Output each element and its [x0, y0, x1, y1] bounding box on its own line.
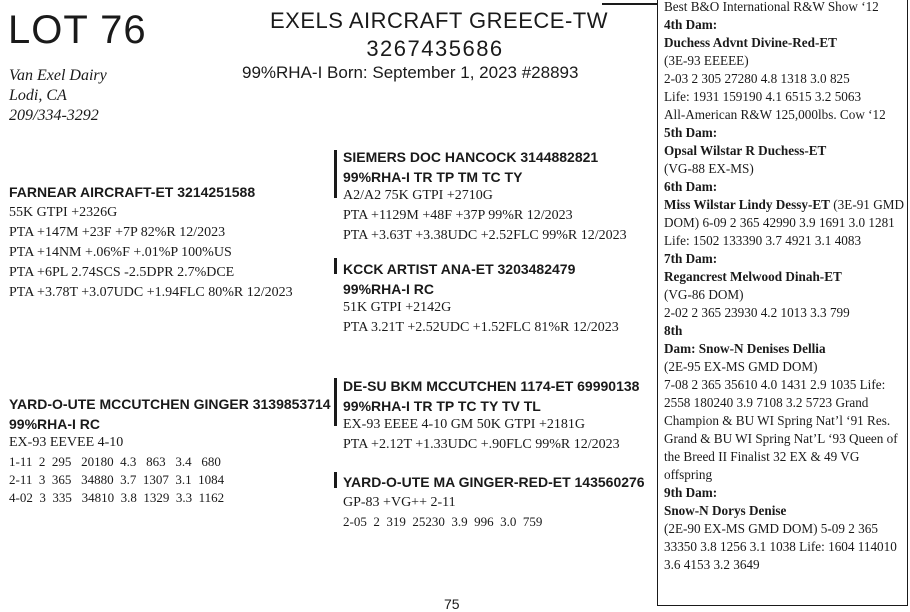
pedigree-text: Duchess Advnt Divine-Red-ET [664, 35, 837, 50]
pedigree-line [664, 286, 907, 304]
pedigree-text: Dam: Snow-N Denises Dellia [664, 341, 826, 356]
sire-line: 55K GTPI +2326G [9, 205, 118, 220]
sire-sire-tag: 99%RHA-I TR TP TM TC TY [343, 169, 523, 185]
pedigree-text: Snow-N Dorys Denise [664, 503, 787, 518]
pedigree-line [664, 52, 907, 70]
sire-dam-name: KCCK ARTIST ANA-ET 3203482479 [343, 261, 576, 277]
sire-dam-tag: 99%RHA-I RC [343, 281, 435, 297]
pedigree-line [664, 124, 907, 142]
pedigree-text: 9th Dam: [664, 485, 718, 500]
pedigree-text: All-American R&W 125,000lbs. Cow ‘12 [664, 107, 886, 122]
pedigree-text: 7-08 2 365 35610 4.0 1431 2.9 1035 Life: 2558 180240 3.9 7108 3.2 5723 Grand Champion & BU WI Spring Nat’l ‘91 Res. Grand & BU WI Spring Nat’L ‘93 Queen of the Breed II Finalist 32 EX & 49 VG offspring [664, 377, 898, 482]
pedigree-line [664, 106, 907, 124]
sire-sire-line: A2/A2 75K GTPI +2710G [343, 188, 493, 203]
dam-sire-name: DE-SU BKM MCCUTCHEN 1174-ET 69990138 [343, 378, 640, 394]
dam-block [9, 395, 331, 507]
sire-line: PTA +147M +23F +7P 82%R 12/2023 [9, 225, 226, 240]
sire-dam-line: 51K GTPI +2142G [343, 300, 452, 315]
bracket-bar [334, 378, 337, 426]
dam-sire-tag: 99%RHA-I TR TP TC TY TV TL [343, 398, 541, 414]
header-rule [602, 3, 658, 5]
animal-subline: 99%RHA-I Born: September 1, 2023 #28893 [242, 63, 579, 82]
bracket-bar [334, 472, 337, 488]
dam-dam-line: GP-83 +VG++ 2-11 [343, 495, 456, 510]
pedigree-text: Best B&O International R&W Show ‘12 [664, 0, 879, 14]
dam-record: 4-02 3 335 34810 3.8 1329 3.3 1162 [9, 490, 225, 505]
pedigree-text: (VG-86 DOM) [664, 287, 744, 302]
pedigree-line [664, 142, 907, 160]
pedigree-line [664, 160, 907, 178]
sire-line: PTA +3.78T +3.07UDC +1.94FLC 80%R 12/2023 [9, 285, 293, 300]
sire-sire-line: PTA +1129M +48F +37P 99%R 12/2023 [343, 208, 573, 223]
dam-record: 2-11 3 365 34880 3.7 1307 3.1 1084 [9, 472, 225, 487]
dam-sire-line: EX-93 EEEE 4-10 GM 50K GTPI +2181G [343, 417, 585, 432]
pedigree-line [664, 340, 907, 358]
dam-sire-line: PTA +2.12T +1.33UDC +.90FLC 99%R 12/2023 [343, 437, 620, 452]
breeder-name: Van Exel Dairy [9, 67, 107, 84]
sire-sire-name: SIEMERS DOC HANCOCK 3144882821 [343, 149, 599, 165]
sire-dam-line: PTA 3.21T +2.52UDC +1.52FLC 81%R 12/2023 [343, 320, 619, 335]
pedigree-text: 2-03 2 305 27280 4.8 1318 3.0 825 [664, 71, 850, 86]
pedigree-text: 4th Dam: [664, 17, 718, 32]
dam-classification: EX-93 EEVEE 4-10 [9, 435, 124, 450]
bracket-bar [334, 258, 337, 274]
pedigree-line [664, 70, 907, 88]
extended-pedigree-box [657, 0, 908, 606]
pedigree-line [664, 178, 907, 196]
pedigree-line [664, 520, 907, 574]
pedigree-line [664, 484, 907, 502]
sire-name: FARNEAR AIRCRAFT-ET 3214251588 [9, 184, 256, 200]
pedigree-text: (3E-93 EEEEE) [664, 53, 749, 68]
pedigree-text: Opsal Wilstar R Duchess-ET [664, 143, 827, 158]
dam-dam-name: YARD-O-UTE MA GINGER-RED-ET 143560276 [343, 474, 645, 490]
sire-block [9, 183, 293, 303]
pedigree-text: (2E-95 EX-MS GMD DOM) [664, 359, 818, 374]
pedigree-line [664, 250, 907, 268]
dam-record: 1-11 2 295 20180 4.3 863 3.4 680 [9, 454, 221, 469]
dam-sire-block [343, 377, 639, 455]
pedigree-text: 8th [664, 323, 683, 338]
sire-line: PTA +6PL 2.74SCS -2.5DPR 2.7%DCE [9, 265, 235, 280]
dam-tag: 99%RHA-I RC [9, 416, 101, 432]
pedigree-text: 5th Dam: [664, 125, 718, 140]
pedigree-text: Miss Wilstar Lindy Dessy-ET [664, 197, 830, 212]
pedigree-line [664, 16, 907, 34]
dam-dam-block [343, 473, 645, 531]
sire-sire-line: PTA +3.63T +3.38UDC +2.52FLC 99%R 12/2023 [343, 228, 627, 243]
pedigree-text: 7th Dam: [664, 251, 718, 266]
sire-sire-block [343, 148, 627, 246]
pedigree-line [664, 322, 907, 340]
pedigree-line [664, 358, 907, 376]
bracket-bar [334, 150, 337, 198]
page-number: 75 [444, 596, 460, 612]
pedigree-text: 2-02 2 365 23930 4.2 1013 3.3 799 [664, 305, 850, 320]
breeder-city: Lodi, CA [9, 87, 67, 104]
pedigree-line [664, 88, 907, 106]
pedigree-text: Life: 1931 159190 4.1 6515 3.2 5063 [664, 89, 862, 104]
sire-dam-block [343, 260, 619, 338]
breeder-phone: 209/334-3292 [9, 107, 99, 124]
lot-number: LOT 76 [8, 8, 147, 52]
pedigree-text: (VG-88 EX-MS) [664, 161, 754, 176]
dam-name: YARD-O-UTE MCCUTCHEN GINGER 3139853714 [9, 396, 331, 412]
sire-line: PTA +14NM +.06%F +.01%P 100%US [9, 245, 232, 260]
pedigree-detail: (3E-91 GMD DOM) 6-09 2 365 42990 3.9 1691 3.0 1281 Life: 1502 133390 3.7 4921 3.1 4083 [664, 197, 904, 248]
pedigree-line [664, 304, 907, 322]
pedigree-line [664, 0, 907, 16]
animal-registration: 3267435686 [366, 36, 504, 61]
pedigree-text: (2E-90 EX-MS GMD DOM) 5-09 2 365 33350 3.8 1256 3.1 1038 Life: 1604 114010 3.6 4153 3.2 3649 [664, 521, 897, 572]
pedigree-line [664, 268, 907, 286]
dam-dam-line: 2-05 2 319 25230 3.9 996 3.0 759 [343, 514, 543, 529]
pedigree-line [664, 34, 907, 52]
animal-name: EXELS AIRCRAFT GREECE-TW [270, 8, 608, 33]
pedigree-text: Regancrest Melwood Dinah-ET [664, 269, 842, 284]
pedigree-line [664, 502, 907, 520]
pedigree-line [664, 196, 907, 250]
pedigree-line [664, 376, 907, 484]
pedigree-text: 6th Dam: [664, 179, 718, 194]
